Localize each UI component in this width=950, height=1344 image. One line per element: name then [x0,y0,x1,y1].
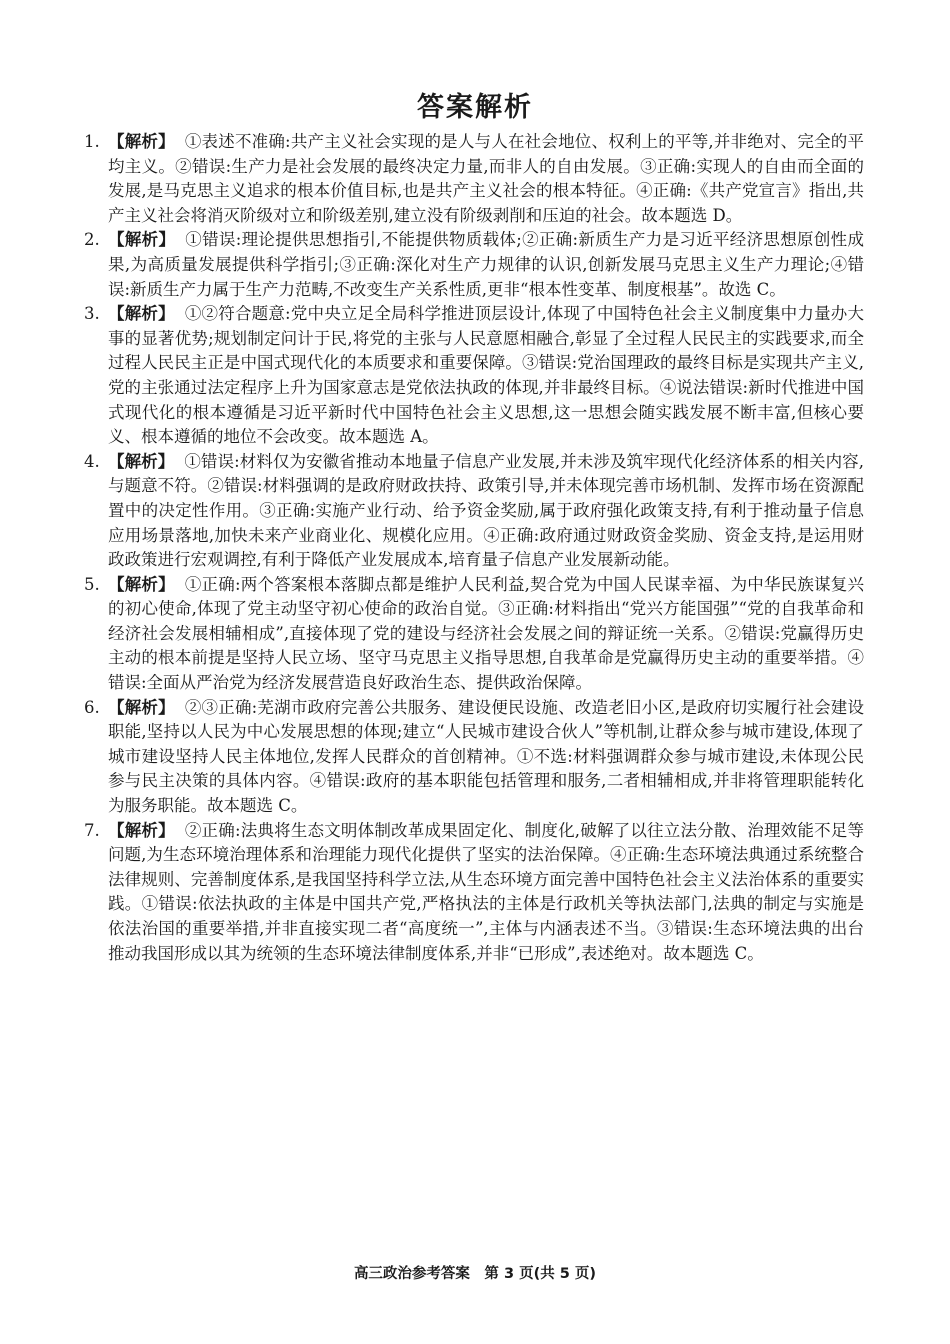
item-number: 1. [84,132,100,151]
item-number: 2. [84,230,100,250]
analysis-text: ①正确:两个答案根本落脚点都是维护人民利益,契合党为中国人民谋幸福、为中华民族谋复兴的初心使命,体现了党主动坚守初心使命的政治自觉。③正确:材料指出“党兴方能国强”“党的自我革命和经济社会发展相辅相成”,直接体现了党的建设与经济社会发展之间的辩证统一关系。②错误:党赢得历史主动的根本前提是坚持人民立场、坚守马克思主义指导思想,自我革命是党赢得历史主动的重要举措。④错误:全面从严治党为经济发展营造良好政治生态、提供政治保障。 [108,574,865,693]
item-body [108,228,864,302]
analysis-tag: 【解析】 [108,304,175,324]
answer-item-5 [84,573,864,696]
analysis-tag: 【解析】 [108,230,176,250]
analysis-tag: 【解析】 [108,574,175,594]
analysis-text: ②正确:法典将生态文明体制改革成果固定化、制度化,破解了以往立法分散、治理效能不足等问题,为生态环境治理体系和治理能力现代化提供了坚实的法治保障。④正确:生态环境法典通过系统整合法律规则、完善制度体系,是我国坚持科学立法,从生态环境方面完善中国特色社会主义法治体系的重要实践。①错误:依法执政的主体是中国共产党,严格执法的主体是行政机关等执法部门,法典的制定与实施是依法治国的重要举措,并非直接实现二者“高度统一”,主体与内涵表述不当。③错误:生态环境法典的出台推动我国形成以其为统领的生态环境法律制度体系,并非“已形成”,表述绝对。故本题选 C。 [108,820,865,963]
answer-item-4 [84,450,864,573]
item-number: 5. [84,574,100,594]
page-title: 答案解析 [417,92,533,123]
answer-item-3 [84,302,864,450]
analysis-tag: 【解析】 [108,820,175,840]
item-body [108,573,864,696]
answer-item-7 [84,819,864,967]
item-body [108,302,864,450]
answer-item-2 [84,228,864,302]
analysis-text: ①错误:理论提供思想指引,不能提供物质载体;②正确:新质生产力是习近平经济思想原创性成果,为高质量发展提供科学指引;③正确:深化对生产力规律的认识,创新发展马克思主义生产力理论;④错误:新质生产力属于生产力范畴,不改变生产关系性质,更非“根本性变革、制度根基”。故选 C。 [108,230,864,299]
item-number: 3. [84,304,100,324]
analysis-tag: 【解析】 [108,132,175,151]
analysis-tag: 【解析】 [108,451,175,471]
analysis-text: ①表述不准确:共产主义社会实现的是人与人在社会地位、权利上的平等,并非绝对、完全的平均主义。②错误:生产力是社会发展的最终决定力量,而非人的自由发展。③正确:实现人的自由而全面的发展,是马克思主义追求的根本价值目标,也是共产主义社会的根本特征。④正确:《共产党宣言》指出,共产主义社会将消灭阶级对立和阶级差别,建立没有阶级剥削和压迫的社会。故本题选 D。 [108,132,865,225]
analysis-text: ①错误:材料仅为安徽省推动本地量子信息产业发展,并未涉及筑牢现代化经济体系的相关内容,与题意不符。②错误:材料强调的是政府财政扶持、政策引导,并未体现完善市场机制、发挥市场在资源配置中的决定性作用。③正确:实施产业行动、给予资金奖励,属于政府强化政策支持,有利于推动量子信息应用场景落地,加快未来产业商业化、规模化应用。④正确:政府通过财政资金奖励、资金支持,是运用财政政策进行宏观调控,有利于降低产业发展成本,培育量子信息产业发展新动能。 [108,451,864,570]
answer-item-6 [84,696,864,819]
answer-item-1 [84,130,864,228]
analysis-text: ①②符合题意:党中央立足全局科学推进顶层设计,体现了中国特色社会主义制度集中力量办大事的显著优势;规划制定问计于民,将党的主张与人民意愿相融合,彰显了全过程人民民主的实践要求,而全过程人民民主正是中国式现代化的本质要求和重要保障。③错误:党治国理政的最终目标是实现共产主义,党的主张通过法定程序上升为国家意志是党依法执政的体现,并非最终目标。④说法错误:新时代推进中国式现代化的根本遵循是习近平新时代中国特色社会主义思想,这一思想会随实践发展不断丰富,但核心要义、根本遵循的地位不会改变。故本题选 A。 [108,304,865,447]
analysis-tag: 【解析】 [108,697,175,717]
item-body [108,130,864,228]
item-number: 7. [84,820,100,840]
analysis-text: ②③正确:芜湖市政府完善公共服务、建设便民设施、改造老旧小区,是政府切实履行社会建设职能,坚持以人民为中心发展思想的体现;建立“人民城市建设合伙人”等机制,让群众参与城市建设,体现了城市建设坚持人民主体地位,发挥人民群众的首创精神。①不选:材料强调群众参与城市建设,未体现公民参与民主决策的具体内容。④错误:政府的基本职能包括管理和服务,二者相辅相成,并非将管理职能转化为服务职能。故本题选 C。 [108,697,865,816]
page-footer: 高三政治参考答案 第 3 页(共 5 页) [353,1266,597,1282]
item-body [108,696,864,819]
item-body [108,450,864,573]
item-number: 4. [84,451,100,471]
item-body [108,819,864,967]
item-number: 6. [84,697,100,717]
answer-list [84,130,864,966]
